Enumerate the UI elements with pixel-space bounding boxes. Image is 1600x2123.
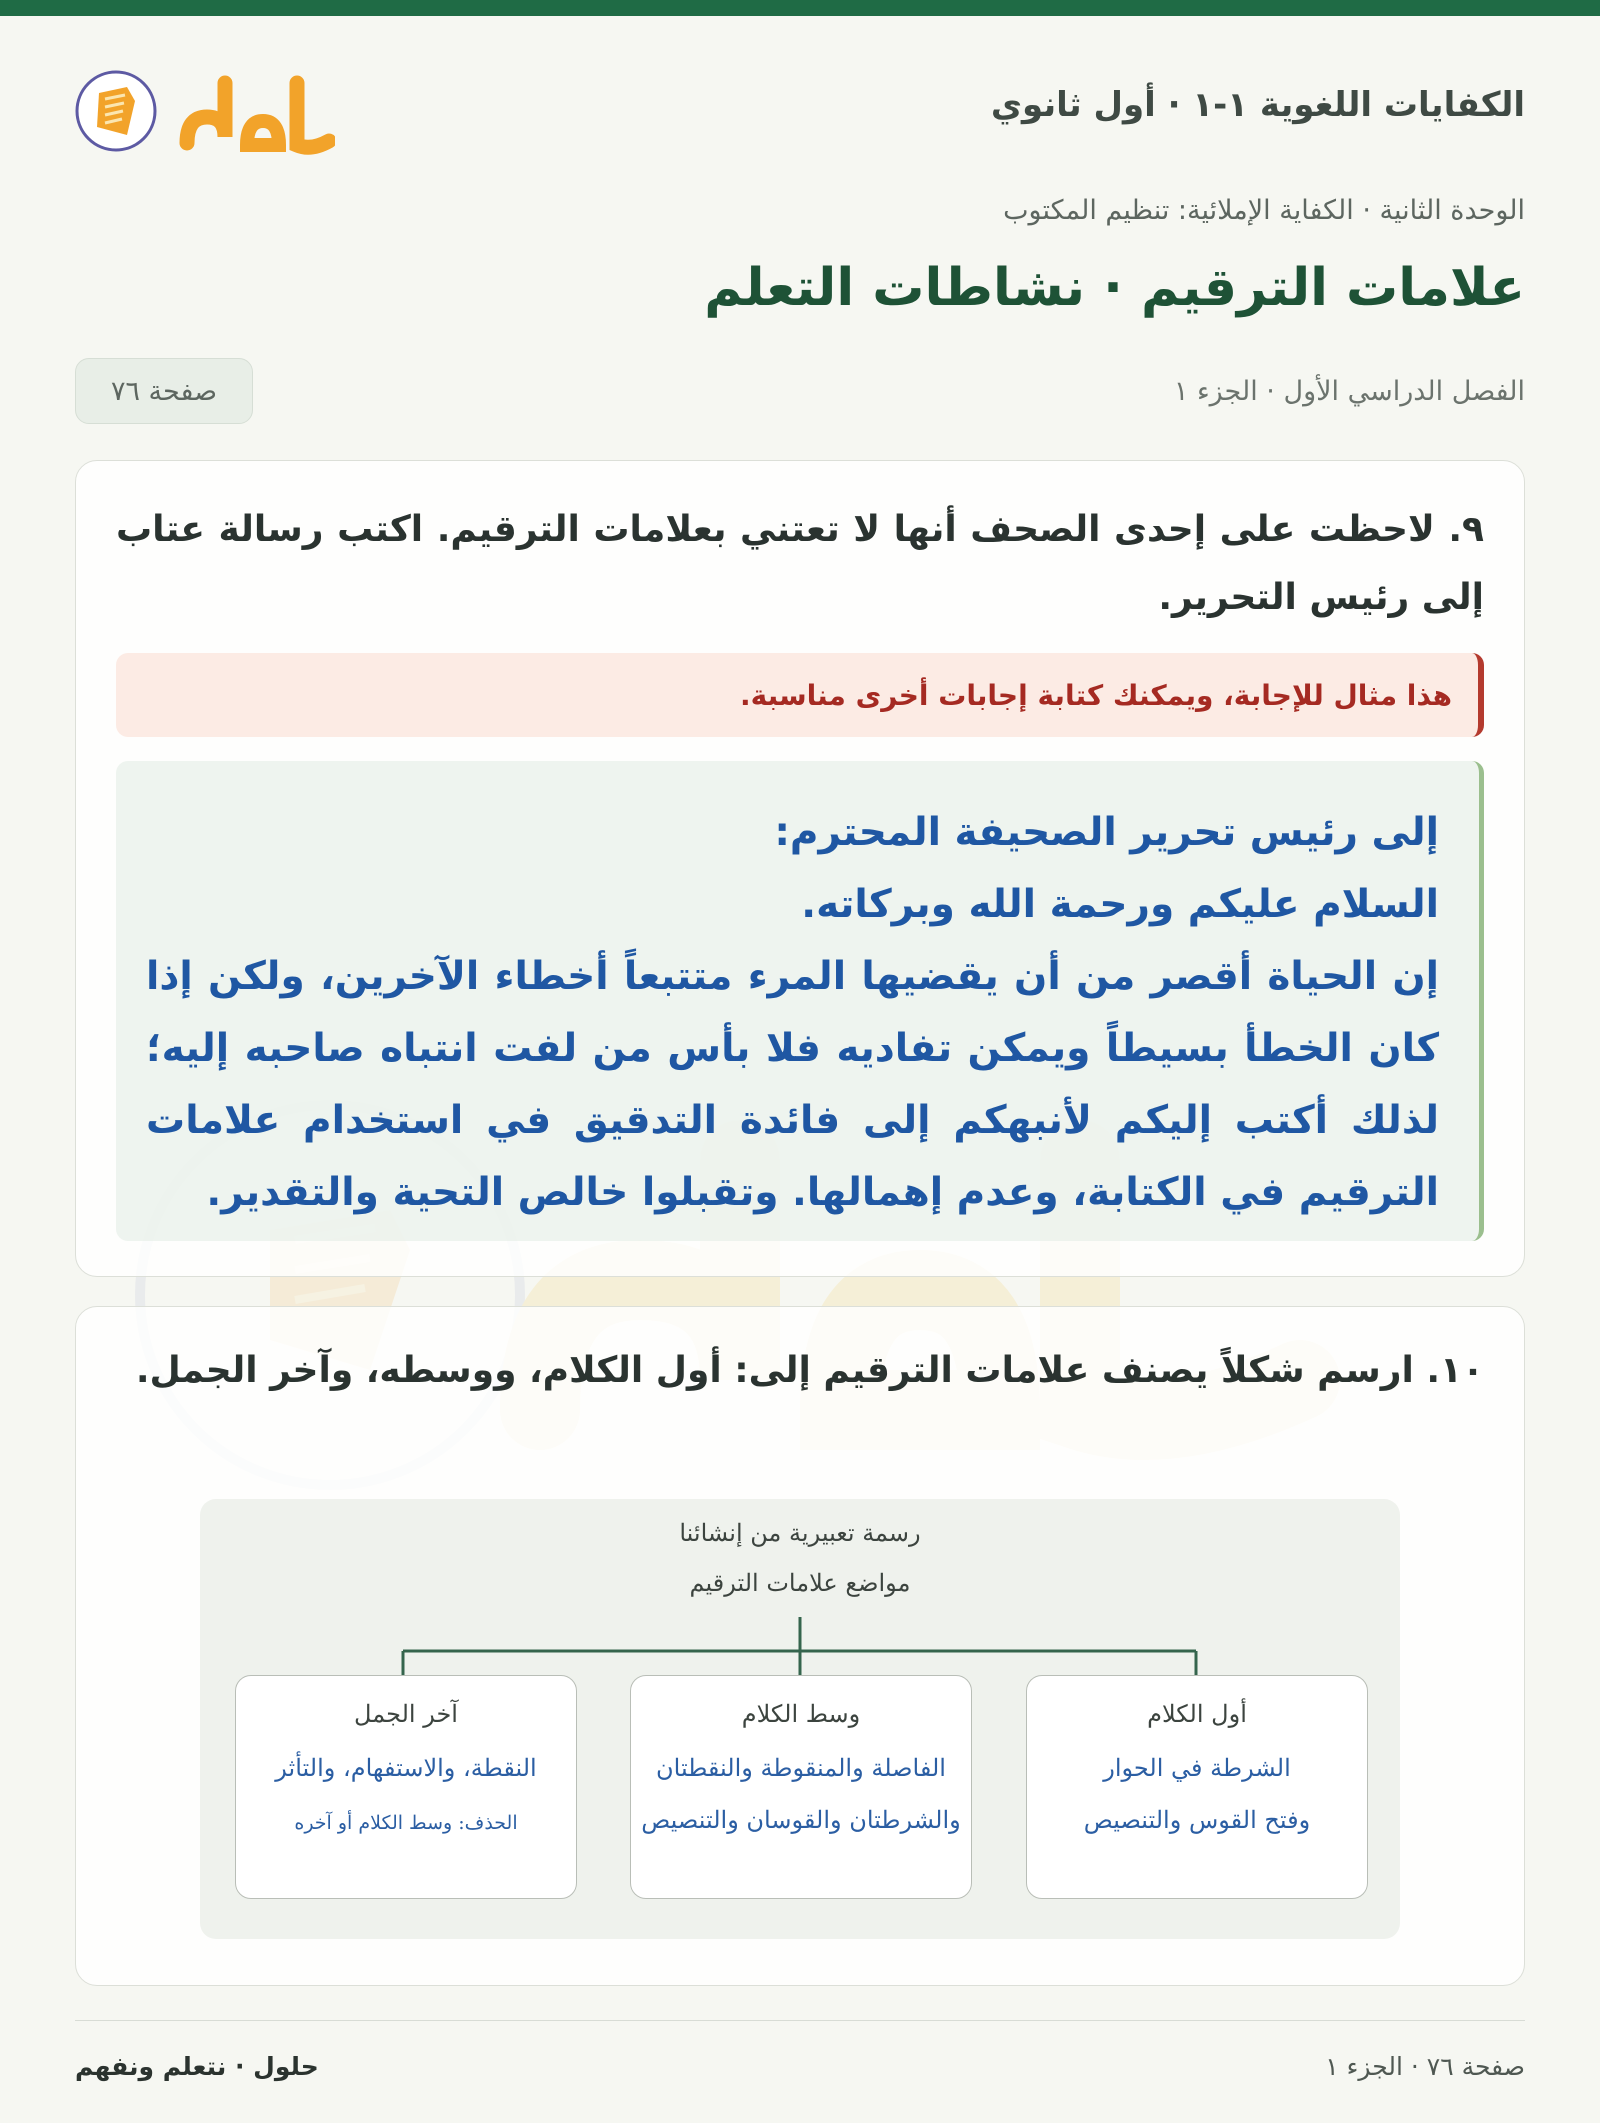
box-title: آخر الجمل — [354, 1700, 458, 1728]
question-9-text: ٩. لاحظت على إحدى الصحف أنها لا تعتني بعلامات الترقيم. اكتب رسالة عتاب إلى رئيس التحرير. — [116, 509, 1484, 618]
footer-brand[interactable]: حلول · نتعلم ونفهم — [75, 2052, 319, 2081]
answer-greeting: إلى رئيس تحرير الصحيفة المحترم: — [774, 810, 1439, 855]
box-line: النقطة، والاستفهام، والتأثر — [275, 1754, 537, 1782]
box-title: وسط الكلام — [741, 1700, 861, 1728]
answer-note: هذا مثال للإجابة، ويمكنك كتابة إجابات أخرى مناسبة. — [116, 653, 1484, 737]
book-title: الكفايات اللغوية ١-١ · أول ثانوي — [990, 85, 1525, 125]
box-line: الشرطة في الحوار — [1103, 1754, 1291, 1782]
question-10-text: ١٠. ارسم شكلاً يصنف علامات الترقيم إلى: أول الكلام، ووسطه، وآخر الجمل. — [135, 1350, 1484, 1391]
box-line: الفاصلة والمنقوطة والنقطتان — [656, 1754, 946, 1782]
footer-divider — [75, 2020, 1525, 2021]
answer-box — [116, 761, 1484, 1241]
diagram-caption: رسمة تعبيرية من إنشائنا — [679, 1519, 921, 1547]
question-9-card — [75, 460, 1525, 1277]
box-line: الحذف: وسط الكلام أو آخره — [294, 1812, 518, 1834]
page-header — [75, 55, 1525, 165]
unit-breadcrumb: الوحدة الثانية · الكفاية الإملائية: تنظيم المكتوب — [1003, 195, 1525, 226]
box-line: وفتح القوس والتنصيص — [1083, 1806, 1311, 1834]
diagram-box-beginning — [1026, 1675, 1368, 1899]
top-accent-bar — [0, 0, 1600, 16]
page-number-badge: صفحة ٧٦ — [75, 358, 253, 424]
logo-book-icon[interactable] — [75, 55, 335, 165]
answer-salutation: السلام عليكم ورحمة الله وبركاته. — [801, 882, 1439, 927]
diagram-box-middle — [630, 1675, 972, 1899]
answer-body: إن الحياة أقصر من أن يقضيها المرء متتبعاً أخطاء الآخرين، ولكن إذا كان الخطأ بسيطاً ويمكن تفاديه فلا بأس من لفت انتباه صاحبه إليه؛ لذلك أكتب إليكم لأنبهكم إلى فائدة التدقيق في استخدام علامات الترقيم في الكتابة، وعدم إهمالها. وتقبلوا خالص التحية والتقدير. — [146, 954, 1439, 1215]
punctuation-diagram — [200, 1499, 1400, 1939]
semester-line: الفصل الدراسي الأول · الجزء ١ — [1173, 376, 1525, 407]
question-10-card — [75, 1306, 1525, 1986]
page-title: علامات الترقيم · نشاطات التعلم — [704, 258, 1525, 318]
footer-page-info: صفحة ٧٦ · الجزء ١ — [1325, 2052, 1525, 2081]
box-title: أول الكلام — [1147, 1700, 1247, 1728]
diagram-box-end — [235, 1675, 577, 1899]
diagram-root-label: مواضع علامات الترقيم — [689, 1569, 911, 1597]
box-line: والشرطتان والقوسان والتنصيص — [641, 1806, 961, 1834]
